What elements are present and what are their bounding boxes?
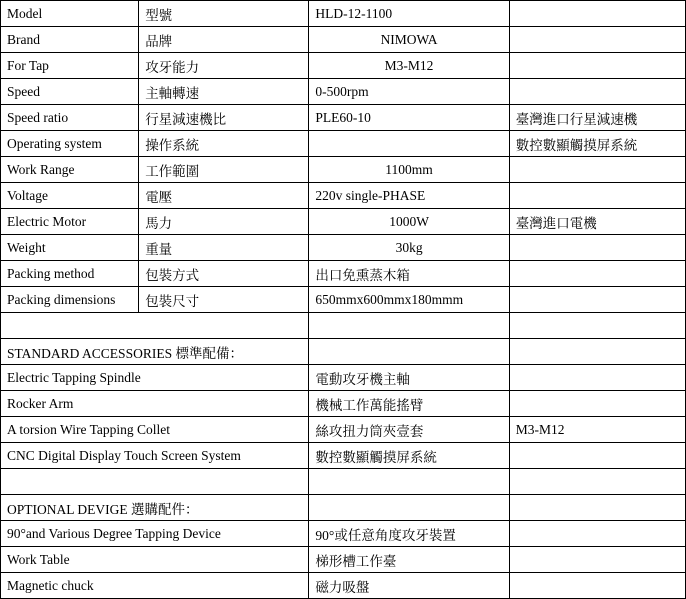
spec-value: NIMOWA <box>309 27 509 53</box>
spec-label: Speed ratio <box>1 105 139 131</box>
spec-label: Model <box>1 1 139 27</box>
table-row <box>1 287 686 313</box>
spec-label: Weight <box>1 235 139 261</box>
spec-note <box>509 157 685 183</box>
spec-value: 220v single-PHASE <box>309 183 509 209</box>
accessory-label: 90°and Various Degree Tapping Device <box>1 521 309 547</box>
spec-label: Voltage <box>1 183 139 209</box>
table-row <box>1 209 686 235</box>
spec-label-chinese: 行星減速機比 <box>139 105 309 131</box>
accessory-value: 梯形槽工作臺 <box>309 547 509 573</box>
table-row <box>1 391 686 417</box>
table-row <box>1 27 686 53</box>
spec-label-chinese: 包裝方式 <box>139 261 309 287</box>
spacer-cell <box>509 313 685 339</box>
spec-label-chinese: 攻牙能力 <box>139 53 309 79</box>
accessory-label: Work Table <box>1 547 309 573</box>
spec-value: 出口免熏蒸木箱 <box>309 261 509 287</box>
spec-label-chinese: 馬力 <box>139 209 309 235</box>
spec-note: 數控數顯觸摸屏系統 <box>509 131 685 157</box>
accessory-note <box>509 365 685 391</box>
accessory-value: 絲攻扭力筒夾壹套 <box>309 417 509 443</box>
accessory-note <box>509 339 685 365</box>
accessory-note: M3-M12 <box>509 417 685 443</box>
spec-value: HLD-12-1100 <box>309 1 509 27</box>
spec-note <box>509 53 685 79</box>
accessory-value: 電動攻牙機主軸 <box>309 365 509 391</box>
table-row <box>1 157 686 183</box>
spec-label: Operating system <box>1 131 139 157</box>
accessory-note <box>509 547 685 573</box>
accessory-note <box>509 495 685 521</box>
table-row <box>1 339 686 365</box>
table-row <box>1 313 686 339</box>
table-row <box>1 495 686 521</box>
table-row <box>1 183 686 209</box>
accessory-label: Electric Tapping Spindle <box>1 365 309 391</box>
section-heading: STANDARD ACCESSORIES 標準配備： <box>1 339 309 365</box>
table-row <box>1 131 686 157</box>
spec-label-chinese: 主軸轉速 <box>139 79 309 105</box>
spec-note: 臺灣進口行星減速機 <box>509 105 685 131</box>
spec-label: Packing method <box>1 261 139 287</box>
accessory-note <box>509 573 685 599</box>
accessory-label: CNC Digital Display Touch Screen System <box>1 443 309 469</box>
spacer-cell <box>509 469 685 495</box>
spec-label-chinese: 品牌 <box>139 27 309 53</box>
spec-label-chinese: 包裝尺寸 <box>139 287 309 313</box>
accessory-note <box>509 443 685 469</box>
section-value <box>309 495 509 521</box>
table-row <box>1 235 686 261</box>
section-heading: OPTIONAL DEVIGE 選購配件： <box>1 495 309 521</box>
table-row <box>1 365 686 391</box>
table-row <box>1 469 686 495</box>
spacer-cell <box>309 469 509 495</box>
spec-label: Work Range <box>1 157 139 183</box>
spec-label: Packing dimensions <box>1 287 139 313</box>
spec-value: PLE60-10 <box>309 105 509 131</box>
spec-note <box>509 183 685 209</box>
table-row <box>1 261 686 287</box>
spec-note <box>509 27 685 53</box>
spec-label-chinese: 重量 <box>139 235 309 261</box>
table-row <box>1 547 686 573</box>
spec-value <box>309 131 509 157</box>
spec-note <box>509 79 685 105</box>
spec-value: 1100mm <box>309 157 509 183</box>
accessory-label: Magnetic chuck <box>1 573 309 599</box>
spec-note: 臺灣進口電機 <box>509 209 685 235</box>
spec-note <box>509 261 685 287</box>
table-row <box>1 105 686 131</box>
spec-label: For Tap <box>1 53 139 79</box>
spacer-cell <box>1 469 309 495</box>
accessory-note <box>509 391 685 417</box>
table-row <box>1 443 686 469</box>
spacer-cell <box>1 313 309 339</box>
accessory-value: 磁力吸盤 <box>309 573 509 599</box>
table-row <box>1 79 686 105</box>
section-value <box>309 339 509 365</box>
spec-note <box>509 287 685 313</box>
spec-value: 1000W <box>309 209 509 235</box>
table-row <box>1 573 686 599</box>
spacer-cell <box>309 313 509 339</box>
spec-value: 0-500rpm <box>309 79 509 105</box>
spec-note <box>509 1 685 27</box>
specification-table-body <box>1 1 686 599</box>
accessory-value: 90°或任意角度攻牙裝置 <box>309 521 509 547</box>
accessory-value: 數控數顯觸摸屏系統 <box>309 443 509 469</box>
accessory-label: A torsion Wire Tapping Collet <box>1 417 309 443</box>
table-row <box>1 417 686 443</box>
spec-value: 650mmx600mmx180mmm <box>309 287 509 313</box>
accessory-label: Rocker Arm <box>1 391 309 417</box>
spec-label: Brand <box>1 27 139 53</box>
table-row <box>1 521 686 547</box>
table-row <box>1 53 686 79</box>
spec-note <box>509 235 685 261</box>
spec-value: 30kg <box>309 235 509 261</box>
spec-label-chinese: 操作系統 <box>139 131 309 157</box>
spec-value: M3-M12 <box>309 53 509 79</box>
spec-label: Speed <box>1 79 139 105</box>
spec-label-chinese: 型號 <box>139 1 309 27</box>
accessory-value: 機械工作萬能搖臂 <box>309 391 509 417</box>
table-row <box>1 1 686 27</box>
spec-label-chinese: 電壓 <box>139 183 309 209</box>
accessory-note <box>509 521 685 547</box>
spec-label: Electric Motor <box>1 209 139 235</box>
spec-label-chinese: 工作範圍 <box>139 157 309 183</box>
